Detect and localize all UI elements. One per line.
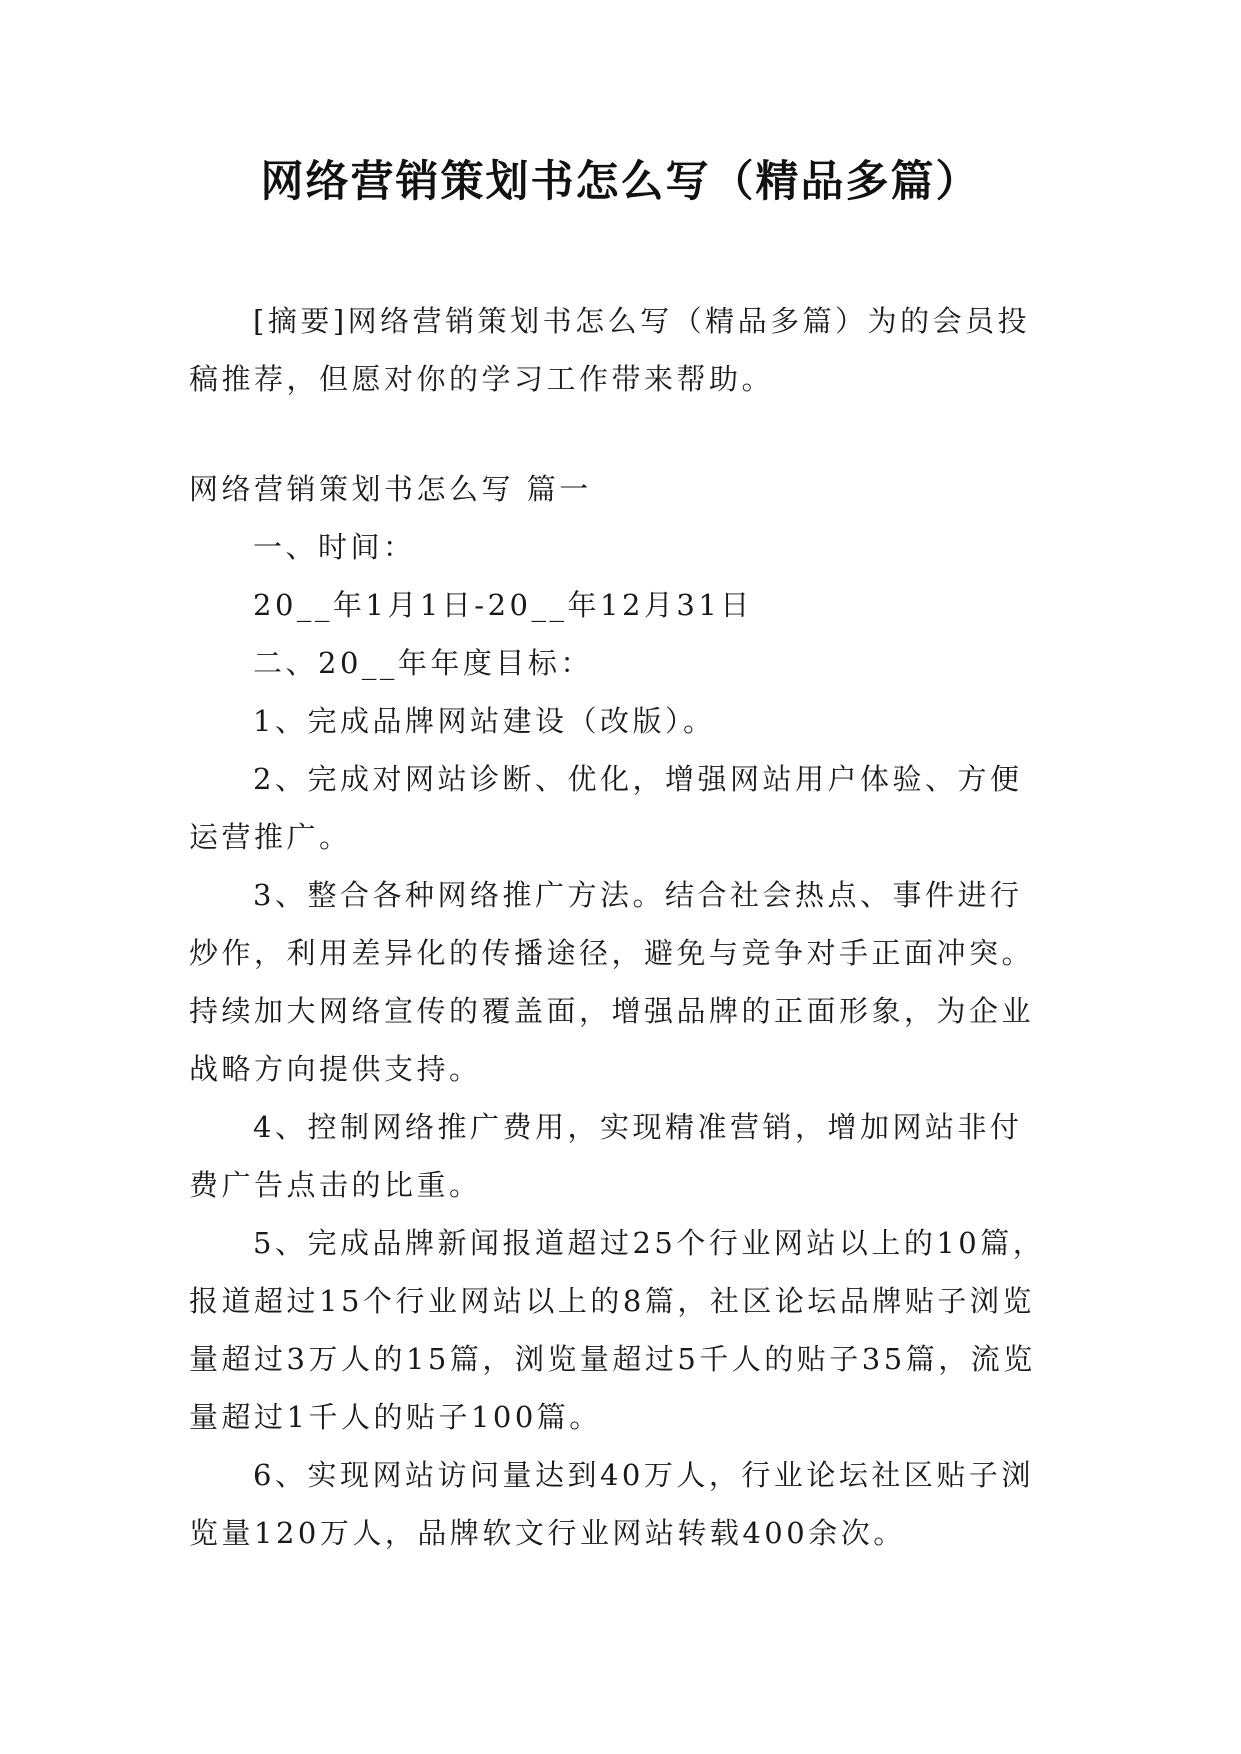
abstract-paragraph: [摘要]网络营销策划书怎么写（精品多篇）为的会员投稿推荐，但愿对你的学习工作带来帮助。 — [189, 304, 1031, 396]
body-paragraph: 5、完成品牌新闻报道超过25个行业网站以上的10篇，报道超过15个行业网站以上的8篇，社区论坛品牌贴子浏览量超过3万人的15篇，浏览量超过5千人的贴子35篇，流览量超过1千人的贴子100篇。 — [189, 1226, 1046, 1434]
body-paragraph: 20__年1月1日-20__年12月31日 — [253, 588, 753, 622]
document-body — [189, 518, 1049, 1562]
body-paragraph: 6、实现网站访问量达到40万人，行业论坛社区贴子浏览量120万人，品牌软文行业网站转载400余次。 — [189, 1458, 1034, 1550]
body-paragraph: 4、控制网络推广费用，实现精准营销，增加网站非付费广告点击的比重。 — [189, 1110, 1023, 1202]
body-paragraph: 一、时间： — [253, 530, 416, 564]
section-heading: 网络营销策划书怎么写 篇一 — [189, 472, 592, 506]
body-paragraph: 2、完成对网站诊断、优化，增强网站用户体验、方便运营推广。 — [189, 762, 1023, 854]
body-paragraph: 1、完成品牌网站建设（改版）。 — [253, 704, 716, 738]
body-paragraph: 3、整合各种网络推广方法。结合社会热点、事件进行炒作，利用差异化的传播途径，避免与竞争对手正面冲突。持续加大网络宣传的覆盖面，增强品牌的正面形象，为企业战略方向提供支持。 — [189, 878, 1035, 1086]
document-title: 网络营销策划书怎么写（精品多篇） — [260, 157, 981, 207]
body-paragraph: 二、20__年年度目标： — [253, 646, 593, 680]
